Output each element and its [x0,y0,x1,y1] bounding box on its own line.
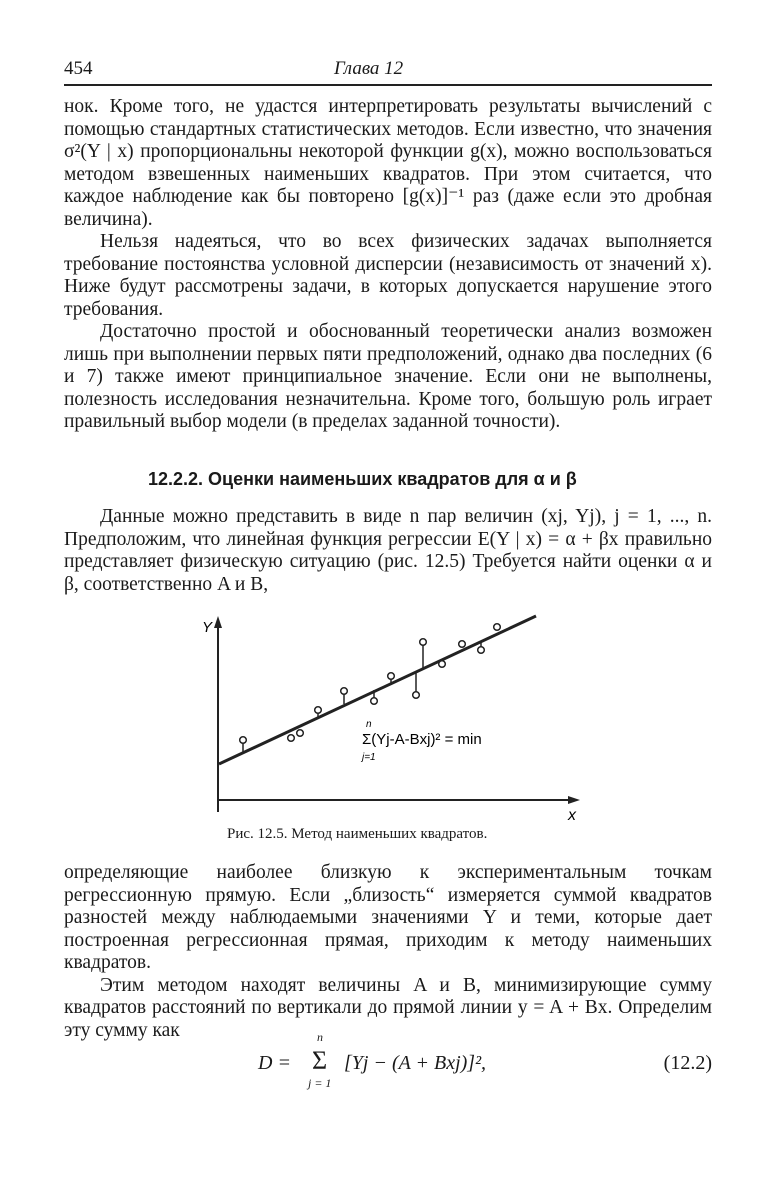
least-squares-figure [190,612,590,822]
figure-caption: Рис. 12.5. Метод наименьших квадратов. [227,826,488,842]
text-block-top [64,96,712,434]
data-point [240,737,247,744]
paragraph: Этим методом находят величины A и B, минимизирующие сумму квадратов расстояний по вертикали до прямой линии y = A + Bx. Определим эту сумму как [64,974,712,1041]
data-point [420,639,427,646]
data-point [439,661,446,668]
y-axis-label: Y [202,619,213,636]
x-axis-label: x [568,807,576,822]
formula-lhs: D = [258,1052,291,1074]
section-heading: 12.2.2. Оценки наименьших квадратов для α и β [148,469,577,489]
equation-12-2 [258,1030,712,1092]
text-block-mid [64,506,712,596]
data-point [341,688,348,695]
y-axis-arrow [214,616,222,628]
data-point [494,624,501,631]
formula-sum-bottom: j = 1 [308,1076,332,1090]
data-point [413,692,420,699]
paragraph: определяющие наиболее близкую к экспериментальным точкам регрессионную прямую. Если „близость“ измеряется суммой квадратов разностей между наблюдаемыми значениями Y и теми, которые дает построенная регрессионная прямая, приходим к методу наименьших квадратов. [64,862,712,973]
formula-rhs: [Yj − (A + Bxj)]², [344,1052,487,1074]
chapter-title: Глава 12 [334,58,404,79]
data-point [297,730,304,737]
paragraph: Достаточно простой и обоснованный теоретически анализ возможен лишь при выполнении первых пяти предположений, однако два последних (6 и 7) также имеют принципиальное значение. Если они не выполнены, полезность исследования незначительна. Кроме того, большую роль играет правильный выбор модели (в пределах заданной точности). [64,321,712,432]
data-point [315,707,322,714]
equation-number: (12.2) [663,1052,712,1074]
data-point [478,647,485,654]
paragraph: Нельзя надеяться, что во всех физических задачах выполняется требование постоянства условной дисперсии (независимость от значений x). Ниже будут рассмотрены задачи, в которых допускается нарушение этого требования. [64,231,712,320]
data-point [388,673,395,680]
paragraph: нок. Кроме того, не удастся интерпретировать результаты вычислений с помощью стандартных статистических методов. Если известно, что значения σ²(Y | x) пропорциональны некоторой функции g(x), можно воспользоваться методом взвешенных наименьших квадратов. При этом считается, что каждое наблюдение как бы повторено [g(x)]⁻¹ раз (даже если это дробная величина). [64,96,712,230]
x-axis-arrow [568,796,580,804]
annotation-sum-top: n [366,719,372,730]
paragraph: Данные можно представить в виде n пар величин (xj, Yj), j = 1, ..., n. Предположим, что линейная функция регрессии E(Y | x) = α + βx правильно представляет физическую ситуацию (рис. 12.5) Требуется найти оценки α и β, соответственно A и B, [64,506,712,595]
data-point [459,641,466,648]
annotation: Σ(Yj-A-Bxj)² = min [362,731,482,748]
formula-sum-top: n [317,1030,323,1044]
data-point [371,698,378,705]
running-header [64,58,712,86]
data-point [288,735,295,742]
annotation-sum-bottom: j=1 [362,752,376,763]
sigma-symbol: Σ [312,1046,328,1075]
text-block-bottom [64,862,712,1042]
page-number: 454 [64,58,93,79]
